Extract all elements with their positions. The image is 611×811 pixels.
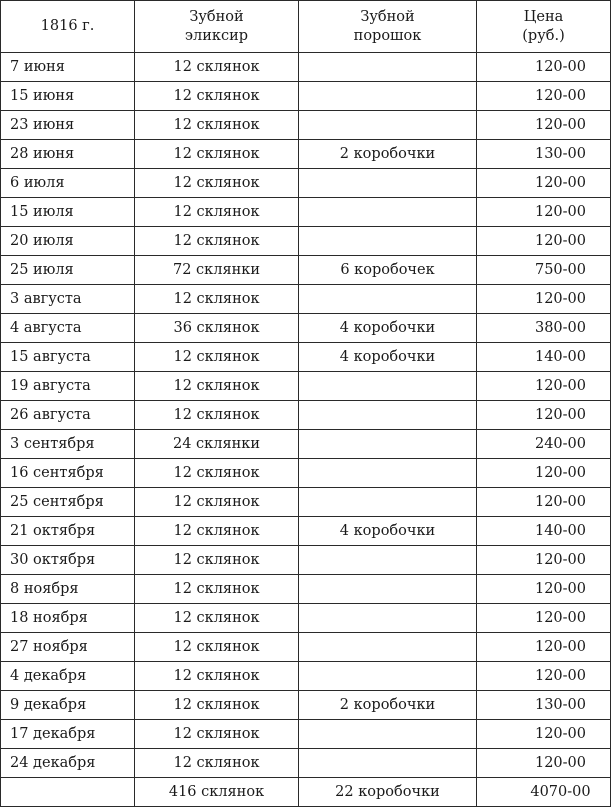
cell-elixir: 12 склянок bbox=[135, 604, 299, 633]
table-row bbox=[1, 604, 611, 633]
cell-price: 750-00 bbox=[477, 256, 611, 285]
cell-powder bbox=[299, 575, 477, 604]
cell-powder bbox=[299, 662, 477, 691]
cell-date: 27 ноября bbox=[1, 633, 135, 662]
table-body bbox=[1, 53, 611, 807]
cell-elixir: 12 склянок bbox=[135, 720, 299, 749]
table-row bbox=[1, 53, 611, 82]
cell-date: 24 декабря bbox=[1, 749, 135, 778]
cell-powder bbox=[299, 459, 477, 488]
header-elixir bbox=[135, 1, 299, 53]
cell-powder bbox=[299, 401, 477, 430]
cell-price: 120-00 bbox=[477, 575, 611, 604]
header-powder-line1: Зубной bbox=[360, 8, 415, 25]
cell-price: 240-00 bbox=[477, 430, 611, 459]
header-elixir-line1: Зубной bbox=[189, 8, 244, 25]
cell-price: 120-00 bbox=[477, 82, 611, 111]
cell-price: 120-00 bbox=[477, 198, 611, 227]
table-row bbox=[1, 691, 611, 720]
cell-date: 8 ноября bbox=[1, 575, 135, 604]
cell-powder bbox=[299, 169, 477, 198]
table-row bbox=[1, 256, 611, 285]
header-row bbox=[1, 1, 611, 53]
table-row bbox=[1, 517, 611, 546]
header-price bbox=[477, 1, 611, 53]
cell-powder bbox=[299, 720, 477, 749]
cell-elixir: 12 склянок bbox=[135, 749, 299, 778]
cell-date: 30 октября bbox=[1, 546, 135, 575]
cell-price: 120-00 bbox=[477, 111, 611, 140]
header-price-line1: Цена bbox=[523, 8, 564, 25]
cell-elixir: 12 склянок bbox=[135, 285, 299, 314]
cell-date: 25 сентября bbox=[1, 488, 135, 517]
cell-date: 15 июня bbox=[1, 82, 135, 111]
table-row bbox=[1, 488, 611, 517]
table-row bbox=[1, 459, 611, 488]
cell-date: 4 августа bbox=[1, 314, 135, 343]
header-powder-line2: порошок bbox=[353, 27, 422, 44]
cell-price: 120-00 bbox=[477, 546, 611, 575]
totals-date bbox=[1, 778, 135, 807]
totals-elixir: 416 склянок bbox=[135, 778, 299, 807]
cell-elixir: 12 склянок bbox=[135, 198, 299, 227]
cell-price: 120-00 bbox=[477, 604, 611, 633]
cell-powder bbox=[299, 488, 477, 517]
table-row bbox=[1, 749, 611, 778]
cell-price: 120-00 bbox=[477, 227, 611, 256]
cell-date: 15 августа bbox=[1, 343, 135, 372]
table-row bbox=[1, 343, 611, 372]
cell-elixir: 12 склянок bbox=[135, 517, 299, 546]
cell-date: 7 июня bbox=[1, 53, 135, 82]
cell-date: 28 июня bbox=[1, 140, 135, 169]
cell-price: 120-00 bbox=[477, 372, 611, 401]
cell-date: 25 июля bbox=[1, 256, 135, 285]
table-row bbox=[1, 662, 611, 691]
table-row bbox=[1, 314, 611, 343]
cell-powder bbox=[299, 227, 477, 256]
cell-powder bbox=[299, 82, 477, 111]
cell-powder bbox=[299, 633, 477, 662]
cell-elixir: 12 склянок bbox=[135, 691, 299, 720]
cell-powder bbox=[299, 285, 477, 314]
cell-powder: 4 коробочки bbox=[299, 343, 477, 372]
cell-date: 26 августа bbox=[1, 401, 135, 430]
cell-elixir: 12 склянок bbox=[135, 227, 299, 256]
table-row bbox=[1, 430, 611, 459]
cell-elixir: 12 склянок bbox=[135, 53, 299, 82]
cell-price: 120-00 bbox=[477, 169, 611, 198]
cell-price: 120-00 bbox=[477, 488, 611, 517]
cell-elixir: 72 склянки bbox=[135, 256, 299, 285]
cell-powder: 2 коробочки bbox=[299, 140, 477, 169]
cell-powder: 4 коробочки bbox=[299, 517, 477, 546]
cell-powder bbox=[299, 749, 477, 778]
table-row bbox=[1, 546, 611, 575]
cell-elixir: 12 склянок bbox=[135, 169, 299, 198]
cell-price: 120-00 bbox=[477, 633, 611, 662]
table-row bbox=[1, 401, 611, 430]
cell-elixir: 24 склянки bbox=[135, 430, 299, 459]
table-row bbox=[1, 575, 611, 604]
cell-elixir: 12 склянок bbox=[135, 459, 299, 488]
cell-powder bbox=[299, 111, 477, 140]
table-row bbox=[1, 111, 611, 140]
cell-elixir: 12 склянок bbox=[135, 488, 299, 517]
cell-elixir: 12 склянок bbox=[135, 111, 299, 140]
cell-powder: 4 коробочки bbox=[299, 314, 477, 343]
cell-powder bbox=[299, 430, 477, 459]
totals-row bbox=[1, 778, 611, 807]
table-row bbox=[1, 82, 611, 111]
cell-price: 120-00 bbox=[477, 720, 611, 749]
cell-price: 130-00 bbox=[477, 691, 611, 720]
cell-price: 380-00 bbox=[477, 314, 611, 343]
table-row bbox=[1, 169, 611, 198]
cell-date: 3 сентября bbox=[1, 430, 135, 459]
cell-date: 4 декабря bbox=[1, 662, 135, 691]
cell-date: 3 августа bbox=[1, 285, 135, 314]
cell-powder: 2 коробочки bbox=[299, 691, 477, 720]
cell-elixir: 12 склянок bbox=[135, 575, 299, 604]
cell-elixir: 12 склянок bbox=[135, 662, 299, 691]
totals-powder: 22 коробочки bbox=[299, 778, 477, 807]
cell-price: 120-00 bbox=[477, 749, 611, 778]
table-row bbox=[1, 633, 611, 662]
cell-powder: 6 коробочек bbox=[299, 256, 477, 285]
cell-powder bbox=[299, 372, 477, 401]
cell-elixir: 12 склянок bbox=[135, 82, 299, 111]
cell-price: 120-00 bbox=[477, 459, 611, 488]
totals-price: 4070-00 bbox=[477, 778, 611, 807]
cell-date: 21 октября bbox=[1, 517, 135, 546]
table-row bbox=[1, 198, 611, 227]
table-row bbox=[1, 227, 611, 256]
cell-price: 120-00 bbox=[477, 401, 611, 430]
cell-date: 15 июля bbox=[1, 198, 135, 227]
cell-date: 17 декабря bbox=[1, 720, 135, 749]
cell-price: 120-00 bbox=[477, 285, 611, 314]
cell-price: 130-00 bbox=[477, 140, 611, 169]
cell-date: 20 июля bbox=[1, 227, 135, 256]
cell-price: 140-00 bbox=[477, 517, 611, 546]
cell-powder bbox=[299, 546, 477, 575]
cell-date: 18 ноября bbox=[1, 604, 135, 633]
cell-powder bbox=[299, 198, 477, 227]
table-row bbox=[1, 140, 611, 169]
cell-date: 19 августа bbox=[1, 372, 135, 401]
cell-date: 9 декабря bbox=[1, 691, 135, 720]
cell-elixir: 36 склянок bbox=[135, 314, 299, 343]
table-row bbox=[1, 720, 611, 749]
header-date bbox=[1, 1, 135, 53]
cell-price: 140-00 bbox=[477, 343, 611, 372]
cell-date: 6 июля bbox=[1, 169, 135, 198]
table-header bbox=[1, 1, 611, 53]
cell-elixir: 12 склянок bbox=[135, 372, 299, 401]
cell-elixir: 12 склянок bbox=[135, 546, 299, 575]
cell-price: 120-00 bbox=[477, 662, 611, 691]
cell-date: 23 июня bbox=[1, 111, 135, 140]
header-elixir-line2: эликсир bbox=[184, 27, 249, 44]
cell-date: 16 сентября bbox=[1, 459, 135, 488]
cell-elixir: 12 склянок bbox=[135, 401, 299, 430]
cell-price: 120-00 bbox=[477, 53, 611, 82]
table-row bbox=[1, 285, 611, 314]
cell-elixir: 12 склянок bbox=[135, 343, 299, 372]
header-powder bbox=[299, 1, 477, 53]
header-date-label: 1816 г. bbox=[40, 18, 95, 34]
cell-powder bbox=[299, 604, 477, 633]
cell-powder bbox=[299, 53, 477, 82]
cell-elixir: 12 склянок bbox=[135, 140, 299, 169]
cell-elixir: 12 склянок bbox=[135, 633, 299, 662]
header-price-line2: (руб.) bbox=[522, 27, 565, 44]
table-row bbox=[1, 372, 611, 401]
